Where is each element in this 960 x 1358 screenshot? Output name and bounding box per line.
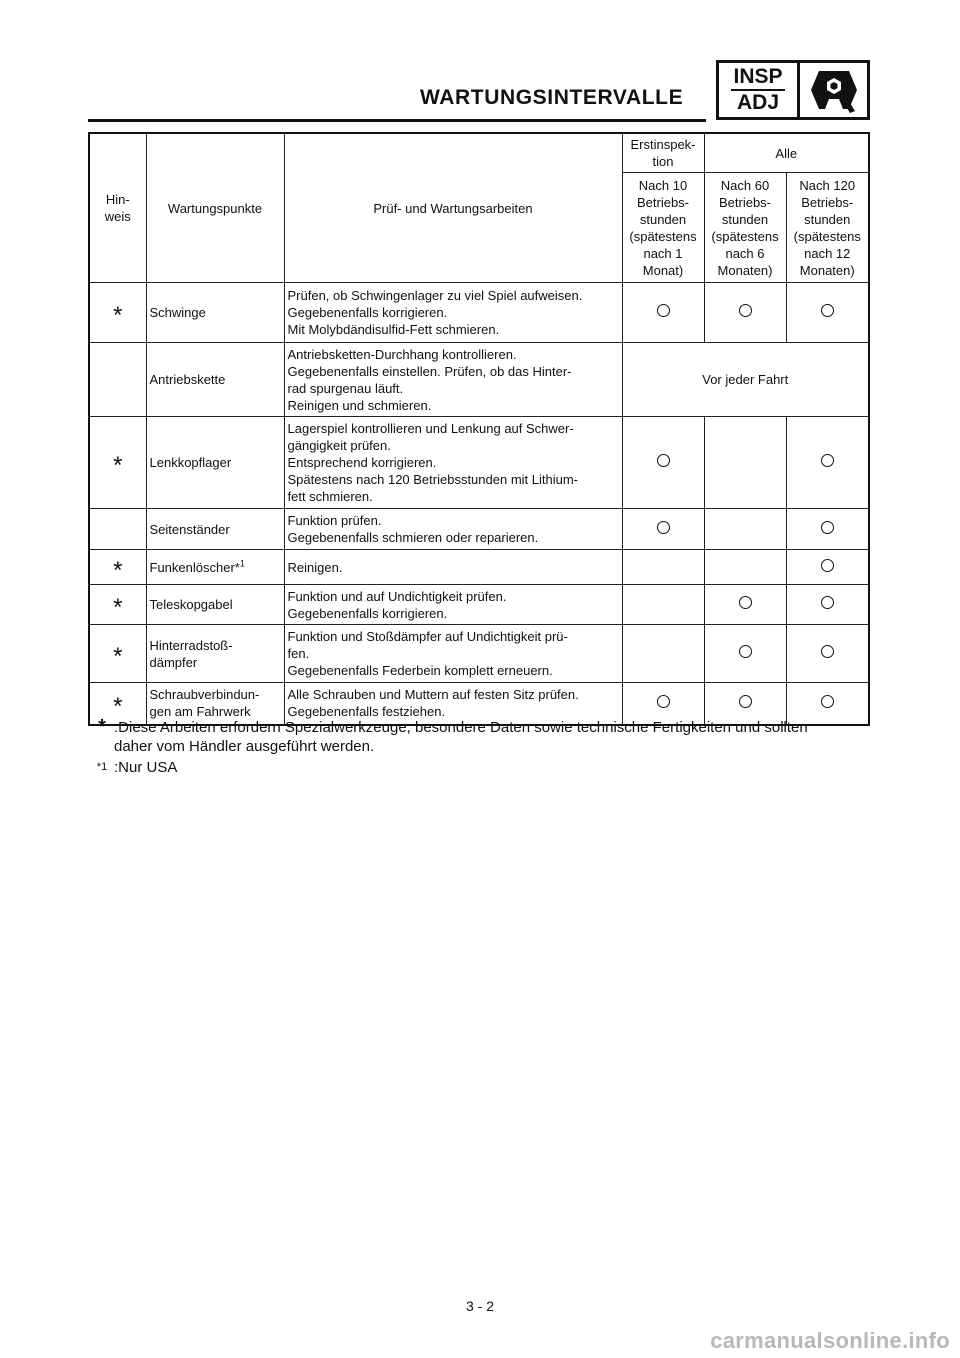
special-tool-marker: * [89, 585, 146, 625]
special-tool-marker: * [89, 417, 146, 509]
header-interval-60: Nach 60 Betriebs- stunden (spätestens nach 6 Monaten) [704, 173, 786, 283]
footnote-text: :Nur USA [114, 759, 178, 776]
watermark: carmanualsonline.info [710, 1328, 950, 1353]
empty-cell [622, 550, 704, 585]
row-item [146, 550, 284, 585]
badge-line1: INSP [731, 66, 784, 91]
check-circle [786, 417, 869, 509]
table-row [89, 343, 869, 417]
header-rule [88, 119, 706, 122]
header-note: Hin- weis [89, 133, 146, 283]
row-work: Antriebsketten-Durchhang kontrollieren. Gegebenenfalls einstellen. Prüfen, ob das Hinter- rad spurgenau läuft. Reinigen und schmieren. [284, 343, 622, 417]
empty-cell [704, 417, 786, 509]
table-row [89, 625, 869, 683]
header-interval-10: Nach 10 Betriebs- stunden (spätestens nach 1 Monat) [622, 173, 704, 283]
empty-cell [622, 585, 704, 625]
note-star-mark: * [98, 716, 106, 738]
maintenance-table [88, 132, 870, 726]
row-item: Hinterradstoß- dämpfer [146, 625, 284, 683]
check-circle [786, 585, 869, 625]
header-every: Alle [704, 133, 869, 173]
badge-text [719, 63, 800, 117]
footnote-ref: 1 [239, 558, 245, 569]
row-item: Seitenständer [146, 509, 284, 550]
table-header-row [89, 133, 869, 173]
table-row [89, 585, 869, 625]
badge-line2: ADJ [736, 91, 779, 114]
row-item: Antriebskette [146, 343, 284, 417]
notes [90, 718, 870, 777]
row-item: Schraubverbindun- gen am Fahrwerk [146, 683, 284, 725]
special-tool-marker: * [89, 550, 146, 585]
check-circle [704, 625, 786, 683]
note-star-text: :Diese Arbeiten erfordern Spezialwerkzeuge, besondere Daten sowie technische Fertigkeiten und sollten daher vom Händler ausgeführt werden. [114, 719, 808, 755]
table-row [89, 550, 869, 585]
empty-cell [622, 625, 704, 683]
table-row [89, 509, 869, 550]
header-interval-120: Nach 120 Betriebs- stunden (spätestens nach 12 Monaten) [786, 173, 869, 283]
header-work: Prüf- und Wartungsarbeiten [284, 133, 622, 283]
row-work: Reinigen. [284, 550, 622, 585]
empty-cell [704, 509, 786, 550]
row-item: Schwinge [146, 283, 284, 343]
row-work: Funktion und Stoßdämpfer auf Undichtigkeit prü- fen. Gegebenenfalls Federbein komplett erneuern. [284, 625, 622, 683]
row-work: Funktion prüfen. Gegebenenfalls schmieren oder reparieren. [284, 509, 622, 550]
check-circle [704, 283, 786, 343]
row-work: Lagerspiel kontrollieren und Lenkung auf Schwer- gängigkeit prüfen. Entsprechend korrigieren. Spätestens nach 120 Betriebsstunden mit Lithium- fett schmieren. [284, 417, 622, 509]
row-work: Alle Schrauben und Muttern auf festen Sitz prüfen. Gegebenenfalls festziehen. [284, 683, 622, 725]
check-circle [786, 625, 869, 683]
note-special-tools [90, 718, 870, 756]
header-first-inspection: Erstinspek- tion [622, 133, 704, 173]
special-tool-marker: * [89, 625, 146, 683]
page-number: 3 - 2 [465, 1298, 494, 1314]
check-circle [622, 509, 704, 550]
special-tool-marker: * [89, 283, 146, 343]
check-circle [786, 550, 869, 585]
page-title: WARTUNGSINTERVALLE [420, 86, 684, 109]
row-work: Prüfen, ob Schwingenlager zu viel Spiel aufweisen. Gegebenenfalls korrigieren. Mit Molybdändisulfid-Fett schmieren. [284, 283, 622, 343]
header-item: Wartungspunkte [146, 133, 284, 283]
note-footnote [90, 758, 870, 777]
row-interval-text: Vor jeder Fahrt [622, 343, 869, 417]
table-row [89, 417, 869, 509]
row-item: Lenkkopflager [146, 417, 284, 509]
row-item: Teleskopgabel [146, 585, 284, 625]
check-circle [622, 283, 704, 343]
wrench-nut-icon [800, 63, 867, 117]
row-item-text: Funkenlöscher* [149, 559, 240, 575]
footnote-mark: *1 [96, 761, 108, 773]
row-work: Funktion und auf Undichtigkeit prüfen. Gegebenenfalls korrigieren. [284, 585, 622, 625]
special-tool-marker [89, 343, 146, 417]
empty-cell [704, 550, 786, 585]
check-circle [704, 585, 786, 625]
special-tool-marker [89, 509, 146, 550]
special-tool-marker: * [89, 683, 146, 725]
table-row [89, 283, 869, 343]
check-circle [622, 417, 704, 509]
check-circle [786, 509, 869, 550]
check-circle [786, 283, 869, 343]
insp-adj-badge [716, 60, 870, 120]
